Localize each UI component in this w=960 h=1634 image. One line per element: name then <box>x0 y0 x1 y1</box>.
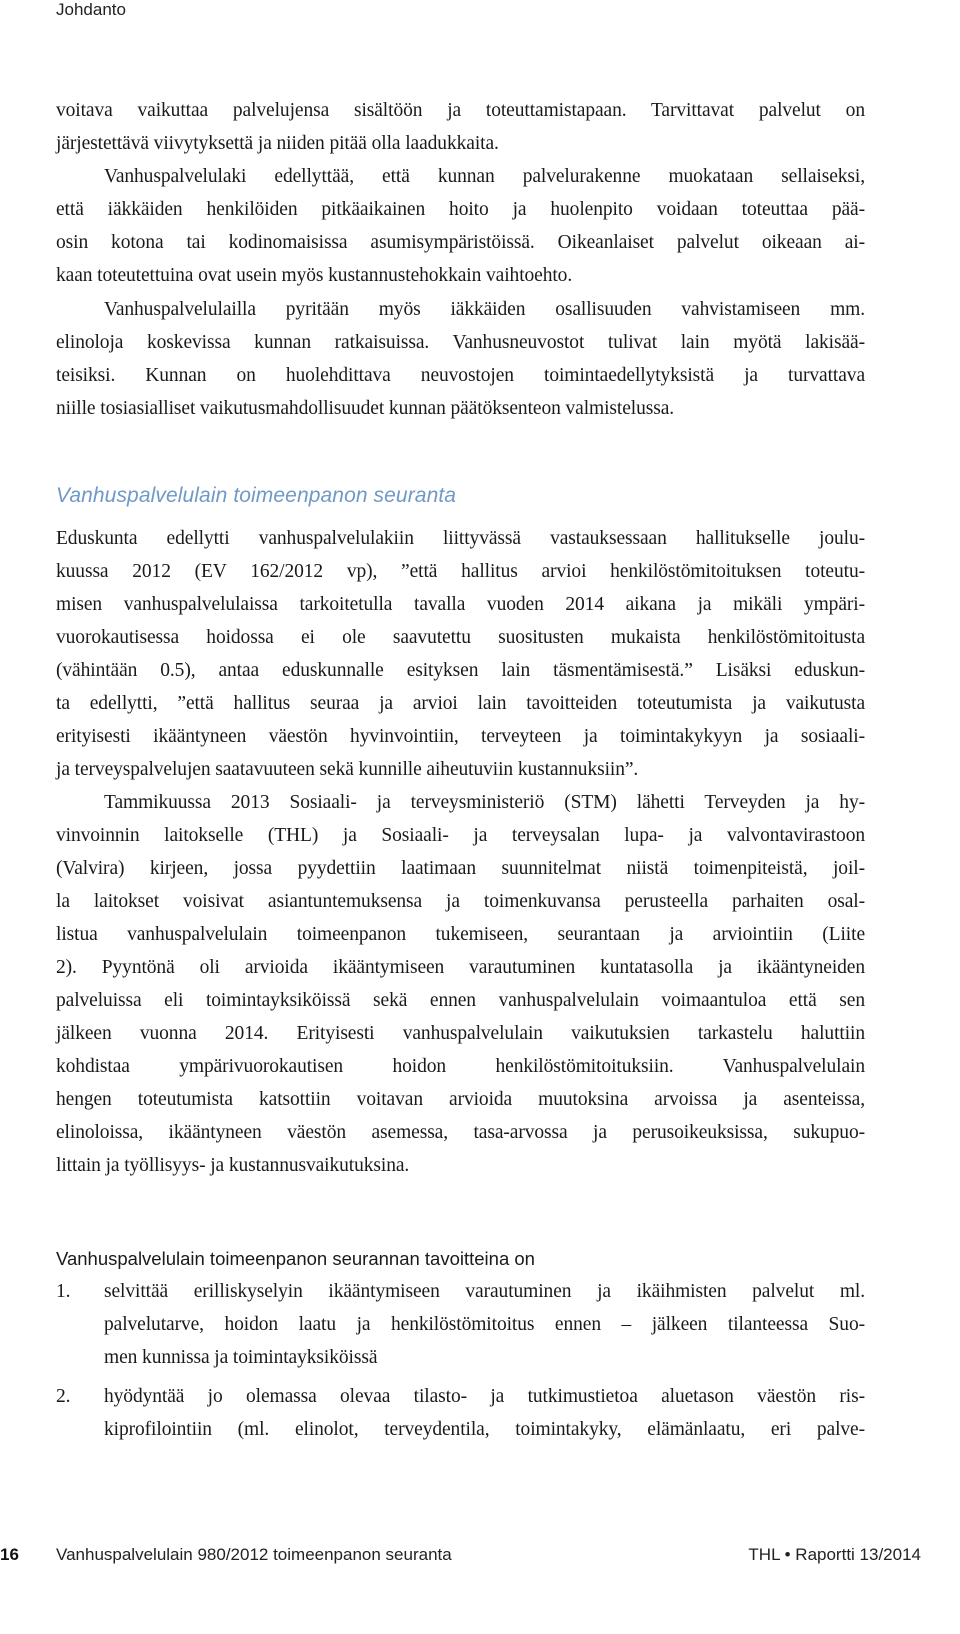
body-line: palveluissa eli toimintayksiköissä sekä ennen vanhuspalvelulain voimaantuloa että sen <box>56 990 865 1011</box>
list-number: 1. <box>56 1281 71 1302</box>
body-line: hengen toteutumista katsottiin voitavan arvioida muutoksina arvoissa ja asenteissa, <box>56 1089 865 1110</box>
body-line: jälkeen vuonna 2014. Erityisesti vanhuspalvelulain vaikutuksien tarkastelu haluttiin <box>56 1023 865 1044</box>
body-line: järjestettävä viivytyksettä ja niiden pitää olla laadukkaita. <box>56 133 499 154</box>
list-item-line: men kunnissa ja toimintayksiköissä <box>104 1347 378 1368</box>
body-line: kohdistaa ympärivuorokautisen hoidon henkilöstömitoituksiin. Vanhuspalvelulain <box>56 1056 865 1077</box>
list-item-line: palvelutarve, hoidon laatu ja henkilöstömitoitus ennen – jälkeen tilanteessa Suo- <box>104 1314 865 1335</box>
body-line: elinoloissa, ikääntyneen väestön asemessa, tasa-arvossa ja perusoikeuksissa, sukupuo- <box>56 1122 865 1143</box>
list-item-line: selvittää erilliskyselyin ikääntymiseen varautuminen ja ikäihmisten palvelut ml. <box>104 1281 865 1302</box>
body-line: littain ja työllisyys- ja kustannusvaikutuksina. <box>56 1155 410 1176</box>
body-line: vuorokautisessa hoidossa ei ole saavutettu suositusten mukaista henkilöstömitoitusta <box>56 627 865 648</box>
body-line: (vähintään 0.5), antaa eduskunnalle esityksen lain täsmentämisestä.” Lisäksi eduskun- <box>56 660 865 681</box>
body-line: teisiksi. Kunnan on huolehdittava neuvostojen toimintaedellytyksistä ja turvattava <box>56 365 865 386</box>
footer-title: Vanhuspalvelulain 980/2012 toimeenpanon seuranta <box>56 1545 452 1564</box>
running-head: Johdanto <box>56 0 126 19</box>
body-line: että iäkkäiden henkilöiden pitkäaikainen hoito ja huolenpito voidaan toteuttaa pää- <box>56 199 865 220</box>
body-line: kuussa 2012 (EV 162/2012 vp), ”että hallitus arvioi henkilöstömitoituksen toteutu- <box>56 561 865 582</box>
list-item-line: hyödyntää jo olemassa olevaa tilasto- ja tutkimustietoa aluetason väestön ris- <box>104 1386 865 1407</box>
body-line: 2). Pyyntönä oli arvioida ikääntymiseen varautuminen kuntatasolla ja ikääntyneiden <box>56 957 865 978</box>
body-line: misen vanhuspalvelulaissa tarkoitetulla tavalla vuoden 2014 aikana ja mikäli ympäri- <box>56 594 865 615</box>
body-line: ja terveyspalvelujen saatavuuteen sekä kunnille aiheutuviin kustannuksiin”. <box>56 759 639 780</box>
body-line: elinoloja koskevissa kunnan ratkaisuissa. Vanhusneuvostot tulivat lain myötä lakisää- <box>56 332 865 353</box>
body-line: erityisesti ikääntyneen väestön hyvinvointiin, terveyteen ja toimintakykyyn ja sosiaali- <box>56 726 865 747</box>
body-line: niille tosiasialliset vaikutusmahdollisuudet kunnan päätöksenteon valmistelussa. <box>56 398 675 419</box>
body-line: Eduskunta edellytti vanhuspalvelulakiin liittyvässä vastauksessaan hallitukselle joulu- <box>56 528 865 549</box>
body-line: osin kotona tai kodinomaisissa asumisympäristöissä. Oikeanlaiset palvelut oikeaan ai- <box>56 232 865 253</box>
footer-series: THL • Raportti 13/2014 <box>748 1545 921 1564</box>
section-heading: Vanhuspalvelulain toimeenpanon seuranta <box>56 484 457 507</box>
goals-intro: Vanhuspalvelulain toimeenpanon seurannan tavoitteina on <box>56 1248 535 1269</box>
body-line: ta edellytti, ”että hallitus seuraa ja arvioi lain tavoitteiden toteutumista ja vaikutusta <box>56 693 865 714</box>
body-line: Vanhuspalvelulailla pyritään myös iäkkäiden osallisuuden vahvistamiseen mm. <box>104 299 865 320</box>
list-item-line: kiprofilointiin (ml. elinolot, terveydentila, toimintakyky, elämänlaatu, eri palve- <box>104 1419 865 1440</box>
body-line: Vanhuspalvelulaki edellyttää, että kunnan palvelurakenne muokataan sellaiseksi, <box>104 166 865 187</box>
body-line: Tammikuussa 2013 Sosiaali- ja terveysministeriö (STM) lähetti Terveyden ja hy- <box>104 792 865 813</box>
list-number: 2. <box>56 1386 71 1407</box>
body-line: voitava vaikuttaa palvelujensa sisältöön ja toteuttamistapaan. Tarvittavat palvelut on <box>56 100 865 121</box>
page-number: 16 <box>0 1545 19 1564</box>
body-line: (Valvira) kirjeen, jossa pyydettiin laatimaan suunnitelmat niistä toimenpiteistä, joil- <box>56 858 865 879</box>
body-line: vinvoinnin laitokselle (THL) ja Sosiaali- ja terveysalan lupa- ja valvontavirastoon <box>56 825 865 846</box>
body-line: listua vanhuspalvelulain toimeenpanon tukemiseen, seurantaan ja arviointiin (Liite <box>56 924 865 945</box>
body-line: kaan toteutettuina ovat usein myös kustannustehokkain vaihtoehto. <box>56 265 573 286</box>
body-line: la laitokset voisivat asiantuntemuksensa ja toimenkuvansa perusteella parhaiten osal- <box>56 891 865 912</box>
